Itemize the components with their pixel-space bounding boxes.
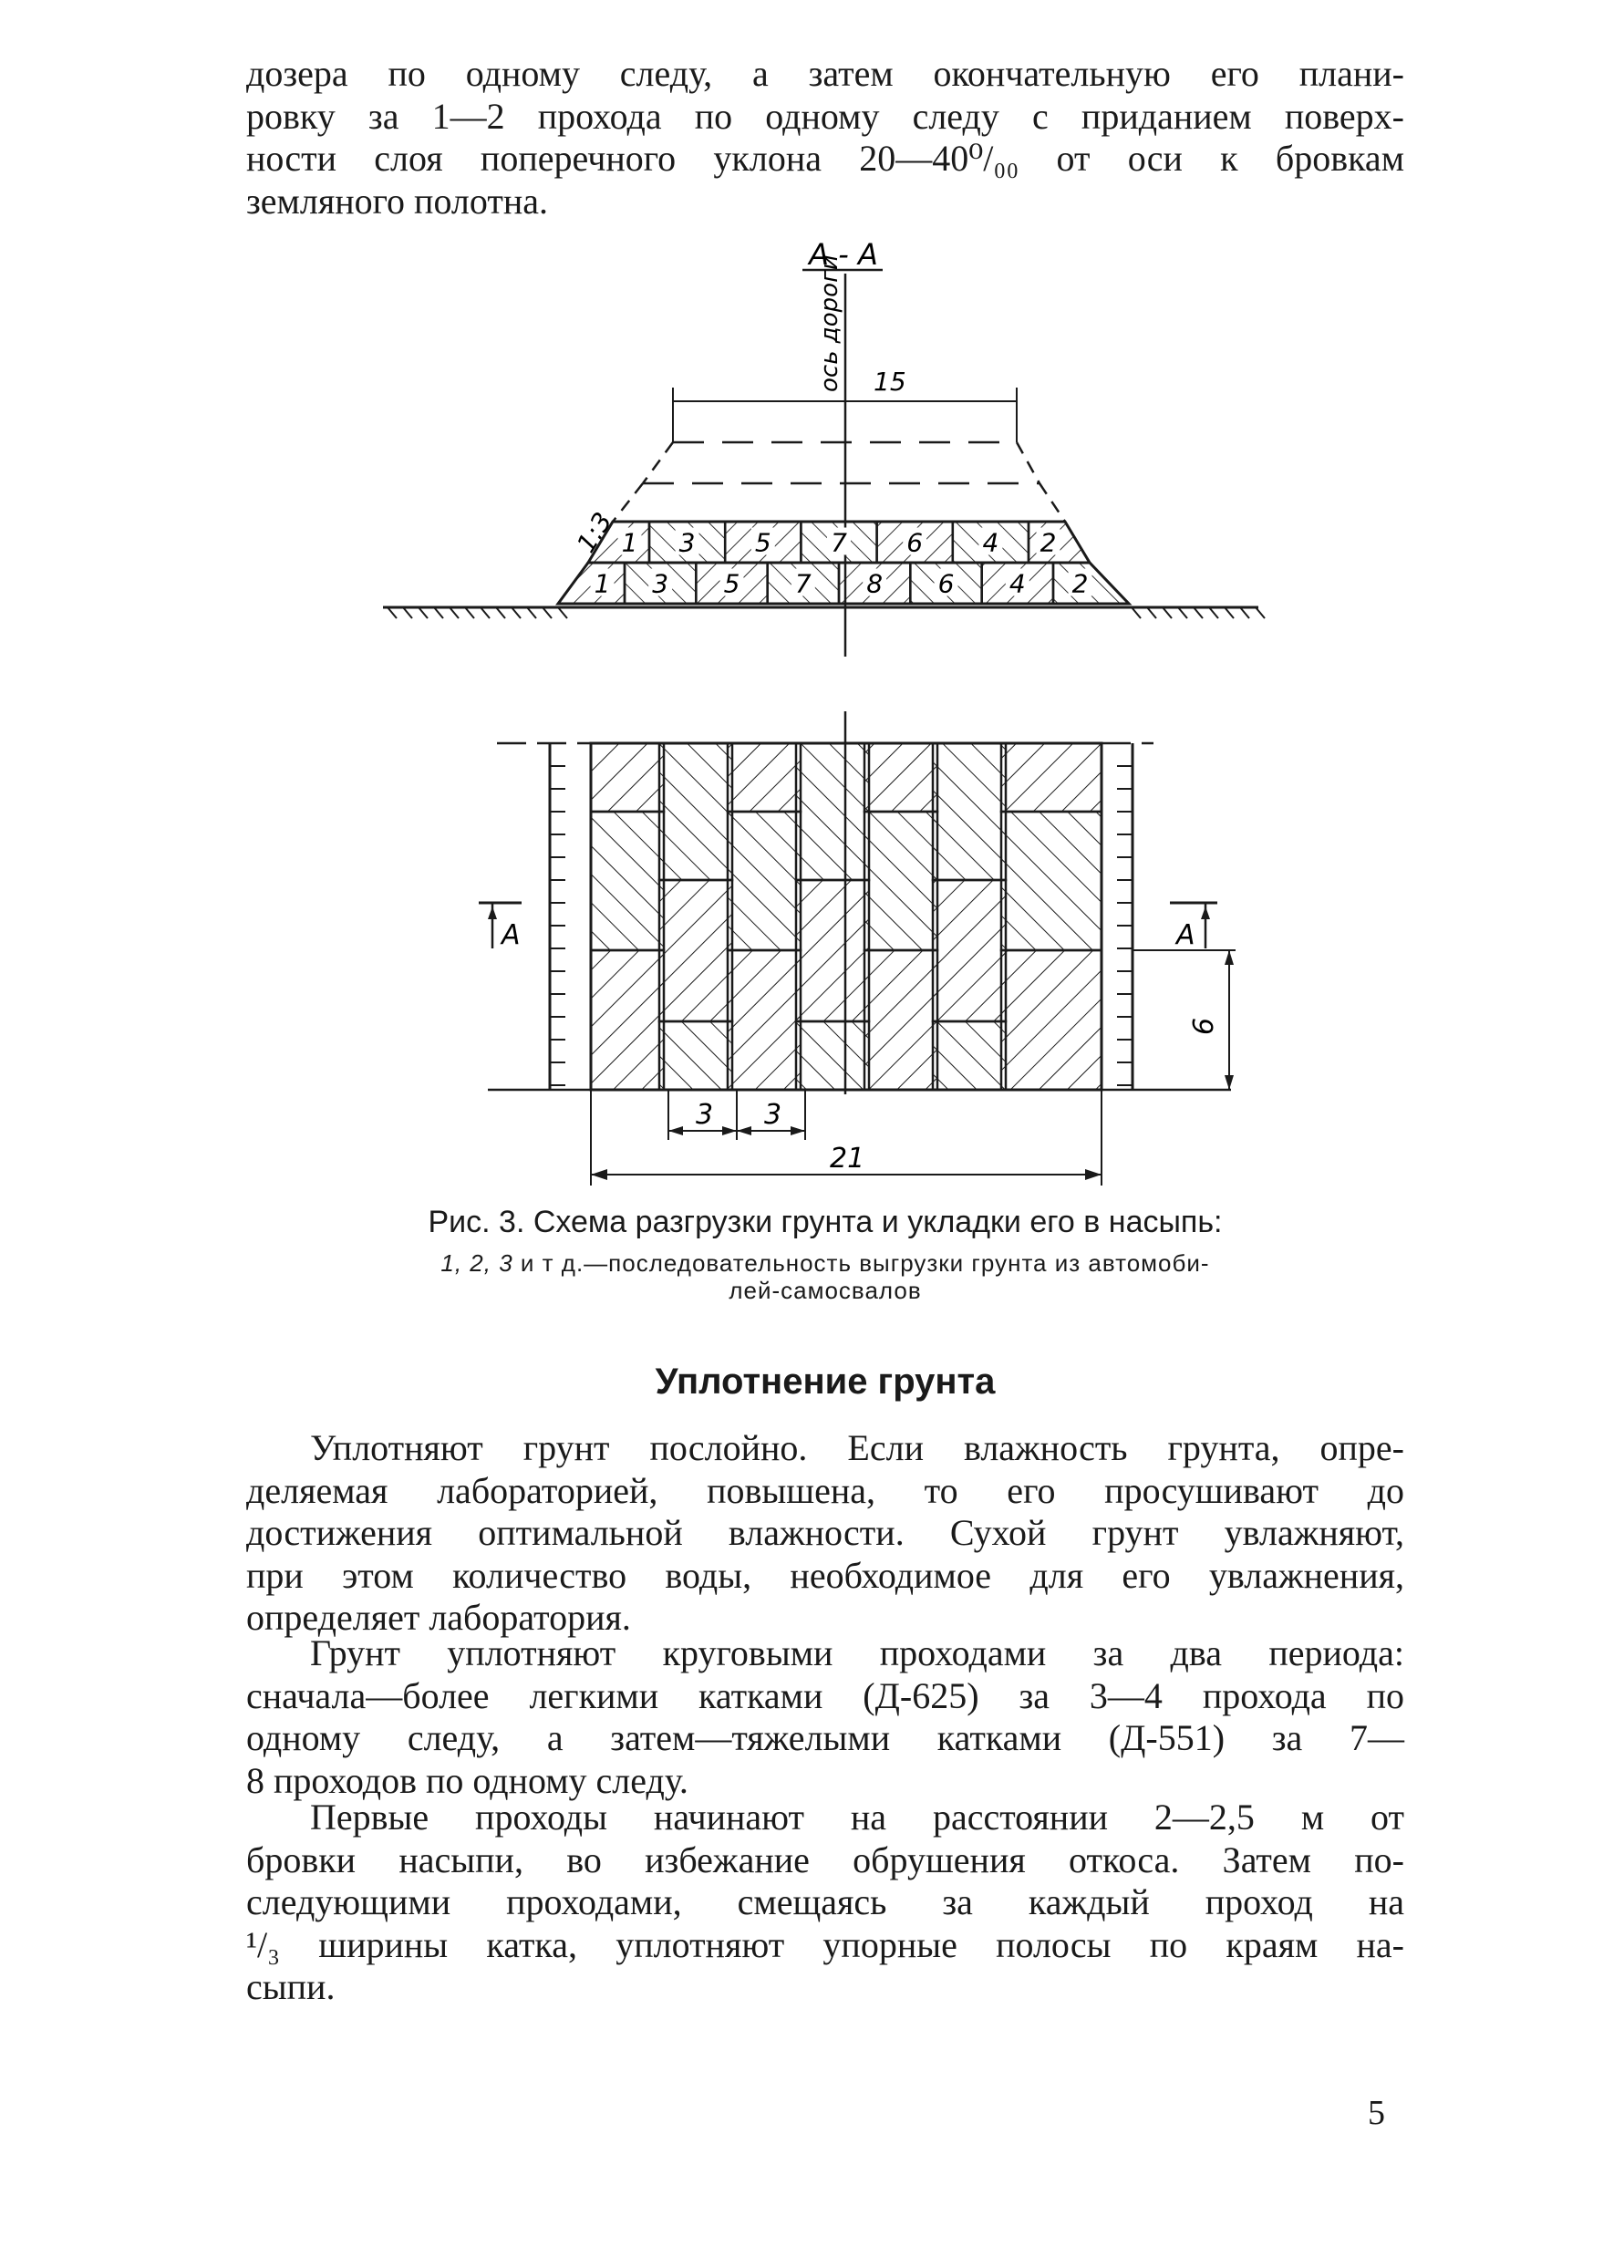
paragraph-1 <box>246 1427 1404 1640</box>
dim-total: 21 <box>830 1143 865 1175</box>
text-line: ровку за 1—2 прохода по одному следу с приданием поверх- <box>246 95 1404 137</box>
unload-order-number: 4 <box>1009 568 1026 599</box>
unload-order-number: 7 <box>831 527 847 558</box>
plan-cell <box>659 1021 732 1090</box>
dim-small-2: 3 <box>764 1099 782 1131</box>
road-axis-label: ось дороги <box>816 254 843 392</box>
cross-section <box>383 237 1265 657</box>
paragraph-2 <box>246 1632 1404 1802</box>
figure-caption-legend <box>246 1249 1404 1304</box>
unload-order-number: 3 <box>652 568 669 599</box>
text-line: одному следу, а затем—тяжелыми катками (Д-551) за 7— <box>246 1717 1404 1758</box>
plan-cell <box>864 812 937 950</box>
plan-cell <box>933 743 1006 880</box>
section-mark-left: А <box>502 919 521 951</box>
plan-cell <box>591 743 664 812</box>
text-line: ности слоя поперечного уклона 20—40⁰/₀₀ от оси к бровкам <box>246 138 1404 179</box>
plan-cell <box>659 743 732 880</box>
upper-soil-layer <box>588 522 1090 563</box>
plan-cell <box>1001 812 1102 950</box>
paragraph-3 <box>246 1797 1404 2009</box>
text-line: Первые проходы начинают на расстоянии 2—2,5 м от <box>310 1797 1404 1838</box>
plan-cell <box>796 743 869 880</box>
unload-order-number: 8 <box>866 568 884 599</box>
plan-cell <box>864 950 937 1090</box>
plan-cell <box>796 880 869 1021</box>
unload-order-number: 7 <box>794 568 812 599</box>
text-line: определяет лаборатория. <box>246 1597 631 1638</box>
plan-cell <box>659 880 732 1021</box>
ground-hatching <box>388 607 1265 618</box>
plan-cell <box>728 743 801 812</box>
unload-order-number: 1 <box>594 568 611 599</box>
text-line: следующими проходами, смещаясь за каждый проход на <box>246 1881 1404 1922</box>
text-line: деляемая лабораторией, повышена, то его просушивают до <box>246 1469 1404 1511</box>
section-heading: Уплотнение грунта <box>655 1362 996 1402</box>
plan-cell <box>1001 950 1102 1090</box>
plan-cell <box>796 1021 869 1090</box>
plan-columns <box>591 743 1102 1090</box>
page-number: 5 <box>1368 2094 1385 2132</box>
text-line: при этом количество воды, необходимое для его увлажнения, <box>246 1554 1404 1596</box>
text-line: земляного полотна. <box>246 180 548 222</box>
text-line: Грунт уплотняют круговыми проходами за два периода: <box>310 1632 1404 1673</box>
dim-small-1: 3 <box>696 1099 714 1131</box>
plan-view <box>479 711 1236 1186</box>
unload-order-number: 6 <box>937 568 955 599</box>
plan-cell <box>864 743 937 812</box>
figure-caption: Рис. 3. Схема разгрузки грунта и укладки его в насыпь: <box>428 1205 1223 1239</box>
text-line: сыпи. <box>246 1966 336 2007</box>
top-width-label: 15 <box>874 367 906 397</box>
text-line: ¹/₃ ширины катка, уплотняют упорные полосы по краям на- <box>246 1923 1404 1965</box>
text-line: 8 проходов по одному следу. <box>246 1759 688 1801</box>
unload-order-number: 5 <box>723 568 740 599</box>
unload-order-number: 4 <box>982 527 999 558</box>
unload-order-number: 3 <box>678 527 696 558</box>
plan-cell <box>933 1021 1006 1090</box>
unload-order-number: 5 <box>754 527 771 558</box>
unload-order-number: 2 <box>1040 527 1057 558</box>
unload-order-number: 1 <box>621 527 638 558</box>
text-line: достижения оптимальной влажности. Сухой грунт увлажняют, <box>246 1512 1404 1553</box>
text-line: Уплотняют грунт послойно. Если влажность грунта, опре- <box>310 1427 1404 1468</box>
dim-height: 6 <box>1188 1017 1220 1035</box>
caption-legend-text-2: лей-самосвалов <box>729 1277 922 1304</box>
caption-legend-text: и т д.—последовательность выгрузки грунта из автомоби- <box>512 1249 1210 1277</box>
text-line: сначала—более легкими катками (Д-625) за 3—4 прохода по <box>246 1674 1404 1716</box>
plan-cell <box>728 812 801 950</box>
unload-order-number: 6 <box>906 527 924 558</box>
text-line: бровки насыпи, во избежание обрушения откоса. Затем по- <box>246 1838 1404 1880</box>
lower-soil-layer <box>558 563 1129 604</box>
unload-order-number: 2 <box>1071 568 1089 599</box>
text-line: дозера по одному следу, а затем окончательную его плани- <box>246 53 1404 94</box>
slope-label: 1:3 <box>570 507 618 558</box>
plan-cell <box>933 880 1006 1021</box>
section-mark-right: А <box>1176 919 1195 951</box>
plan-cell <box>728 950 801 1090</box>
caption-numbers: 1, 2, 3 <box>440 1249 513 1277</box>
plan-cell <box>591 812 664 950</box>
section-title: А - А <box>809 237 878 272</box>
plan-cell <box>1001 743 1102 812</box>
plan-cell <box>591 950 664 1090</box>
